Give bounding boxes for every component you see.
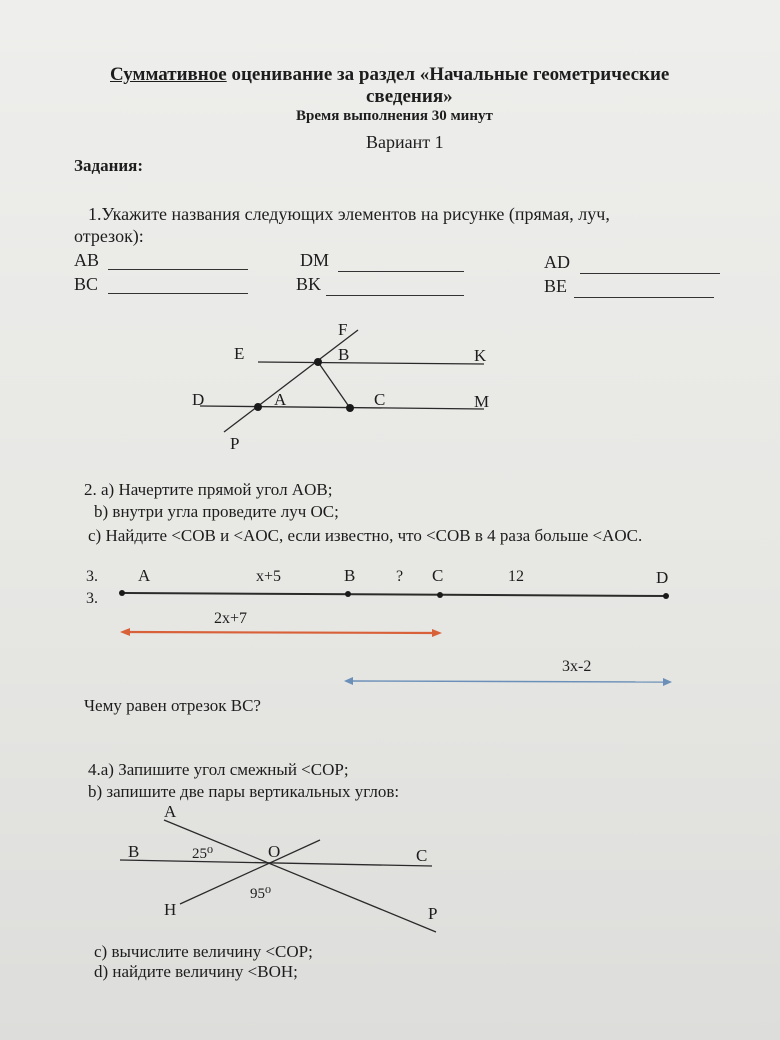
task1-item-ad: AD [544, 252, 570, 272]
angle-label-25: 25⁰ [192, 846, 214, 862]
task2-part-c: c) Найдите <COB и <AOC, если известно, что <COB в 4 раза больше <AOC. [88, 526, 643, 545]
task1-item-bc: BC [74, 274, 99, 294]
fig1-label-e: E [234, 344, 245, 363]
variant-label: Вариант 1 [366, 132, 444, 152]
task1-item-be: BE [544, 276, 568, 296]
task1-item-ab: AB [74, 250, 100, 270]
line-ap [164, 820, 436, 932]
angle-label-95: 95⁰ [250, 886, 272, 902]
task4-part-d: d) найдите величину <BOH; [94, 962, 298, 981]
time-limit: Время выполнения 30 минут [296, 108, 493, 124]
fig1-label-k: K [474, 346, 487, 365]
fig4-label-b: B [128, 842, 140, 861]
fig3-label-c: C [432, 566, 444, 585]
fig4-label-p: P [428, 904, 438, 923]
fig1-label-b: B [338, 345, 350, 364]
tasks-heading: Задания: [74, 156, 144, 175]
fig3-label-a: A [138, 566, 151, 585]
title-rest: оценивание за раздел «Начальные геометрические [226, 64, 670, 85]
fig1-label-a: A [274, 390, 287, 409]
fig4-label-c: C [416, 846, 428, 865]
fig4-label-a: A [164, 802, 177, 821]
fig4-label-h: H [164, 900, 177, 919]
fig1-label-p: P [230, 434, 240, 453]
task1-item-bk: BK [296, 274, 322, 294]
task1-item-dm: DM [300, 250, 330, 270]
title-line-2: сведения» [366, 86, 453, 107]
task1-text-line1: 1.Укажите названия следующих элементов на рисунке (прямая, луч, [88, 204, 610, 224]
fig1-label-m: M [474, 392, 490, 411]
fig1-label-c: C [374, 390, 386, 409]
label-3x-minus-2: 3x-2 [562, 658, 592, 675]
task4-part-b: b) запишите две пары вертикальных углов: [88, 782, 400, 801]
fig1-label-f: F [338, 320, 348, 339]
label-2x-plus-7: 2x+7 [214, 610, 248, 627]
fig3-label-d: D [656, 568, 669, 587]
label-unknown-bc: ? [396, 568, 404, 585]
task3-question: Чему равен отрезок BC? [84, 696, 261, 715]
label-12: 12 [508, 568, 524, 585]
task3-number: 3. [86, 568, 98, 585]
task3-number-duplicate: 3. [86, 590, 98, 607]
task2-part-a: 2. a) Начертите прямой угол AOB; [84, 480, 333, 499]
label-x-plus-5: x+5 [256, 568, 282, 585]
title-underlined-word: Суммативное [110, 64, 227, 85]
fig1-label-d: D [192, 390, 205, 409]
fig3-label-b: B [344, 566, 356, 585]
task4-part-a: 4.a) Запишите угол смежный <COP; [88, 760, 349, 779]
task2-part-b: b) внутри угла проведите луч OC; [94, 502, 339, 521]
task4-part-c: c) вычислите величину <COP; [94, 942, 313, 961]
task1-text-line2: отрезок): [74, 226, 144, 246]
fig4-label-o: O [268, 842, 281, 861]
